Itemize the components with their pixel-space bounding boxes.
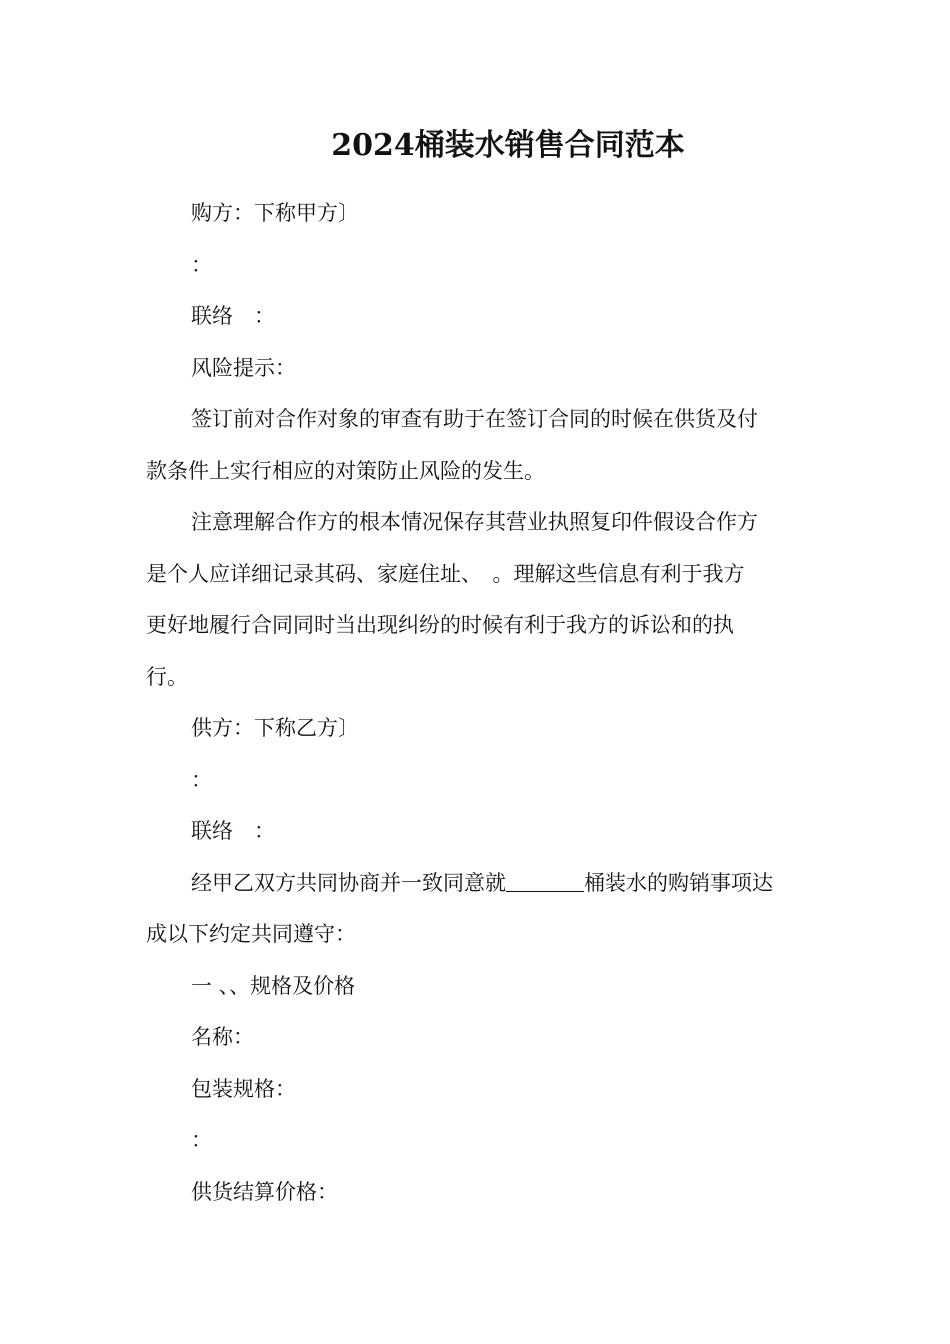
risk-paragraph-1 (146, 394, 814, 497)
risk-paragraph-2 (146, 497, 814, 703)
agreement-paragraph (146, 858, 814, 961)
buyer-colon: ： (191, 252, 212, 277)
name-label: 名称： (191, 1025, 254, 1049)
agreement-line-1 (146, 858, 814, 910)
agreement-text-before-blank: 经甲乙双方共同协商并一致同意就 (191, 870, 506, 895)
buyer-line: 购方：下称甲方〕 (191, 201, 359, 225)
risk-paragraph-1-line-2: 款条件上实行相应的对策防止风险的发生。 (146, 458, 545, 483)
seller-line: 供方：下称乙方〕 (191, 716, 359, 740)
risk-paragraph-2-line-3: 更好地履行合同同时当出现纠纷的时候有利于我方的诉讼和的执 (146, 613, 734, 637)
agreement-text-after-blank: 桶装水的购销事项达 (584, 870, 773, 895)
document-body (146, 188, 814, 1218)
risk-paragraph-2-line-1: 注意理解合作方的根本情况保存其营业执照复印件假设合作方 (191, 510, 758, 534)
fill-in-blank (506, 869, 584, 892)
agreement-line-2: 成以下约定共同遵守： (146, 922, 356, 946)
buyer-contact: 联络 ： (191, 304, 275, 328)
packaging-label: 包装规格： (191, 1076, 296, 1101)
seller-contact: 联络 ： (191, 819, 275, 843)
risk-paragraph-2-line-4: 行。 (146, 664, 188, 689)
document-title: 2024桶装水销售合同范本 (331, 128, 685, 163)
packaging-colon: ： (191, 1128, 212, 1152)
price-label: 供货结算价格： (191, 1179, 338, 1204)
section-1-heading: 一 、、规格及价格 (191, 973, 356, 998)
seller-colon: ： (191, 767, 212, 792)
risk-heading: 风险提示： (191, 355, 296, 380)
risk-paragraph-2-line-2: 是个人应详细记录其码、家庭住址、 。理解这些信息有利于我方 (146, 561, 745, 586)
risk-paragraph-1-line-1: 签订前对合作对象的审查有助于在签订合同的时候在供货及付 (191, 407, 758, 431)
